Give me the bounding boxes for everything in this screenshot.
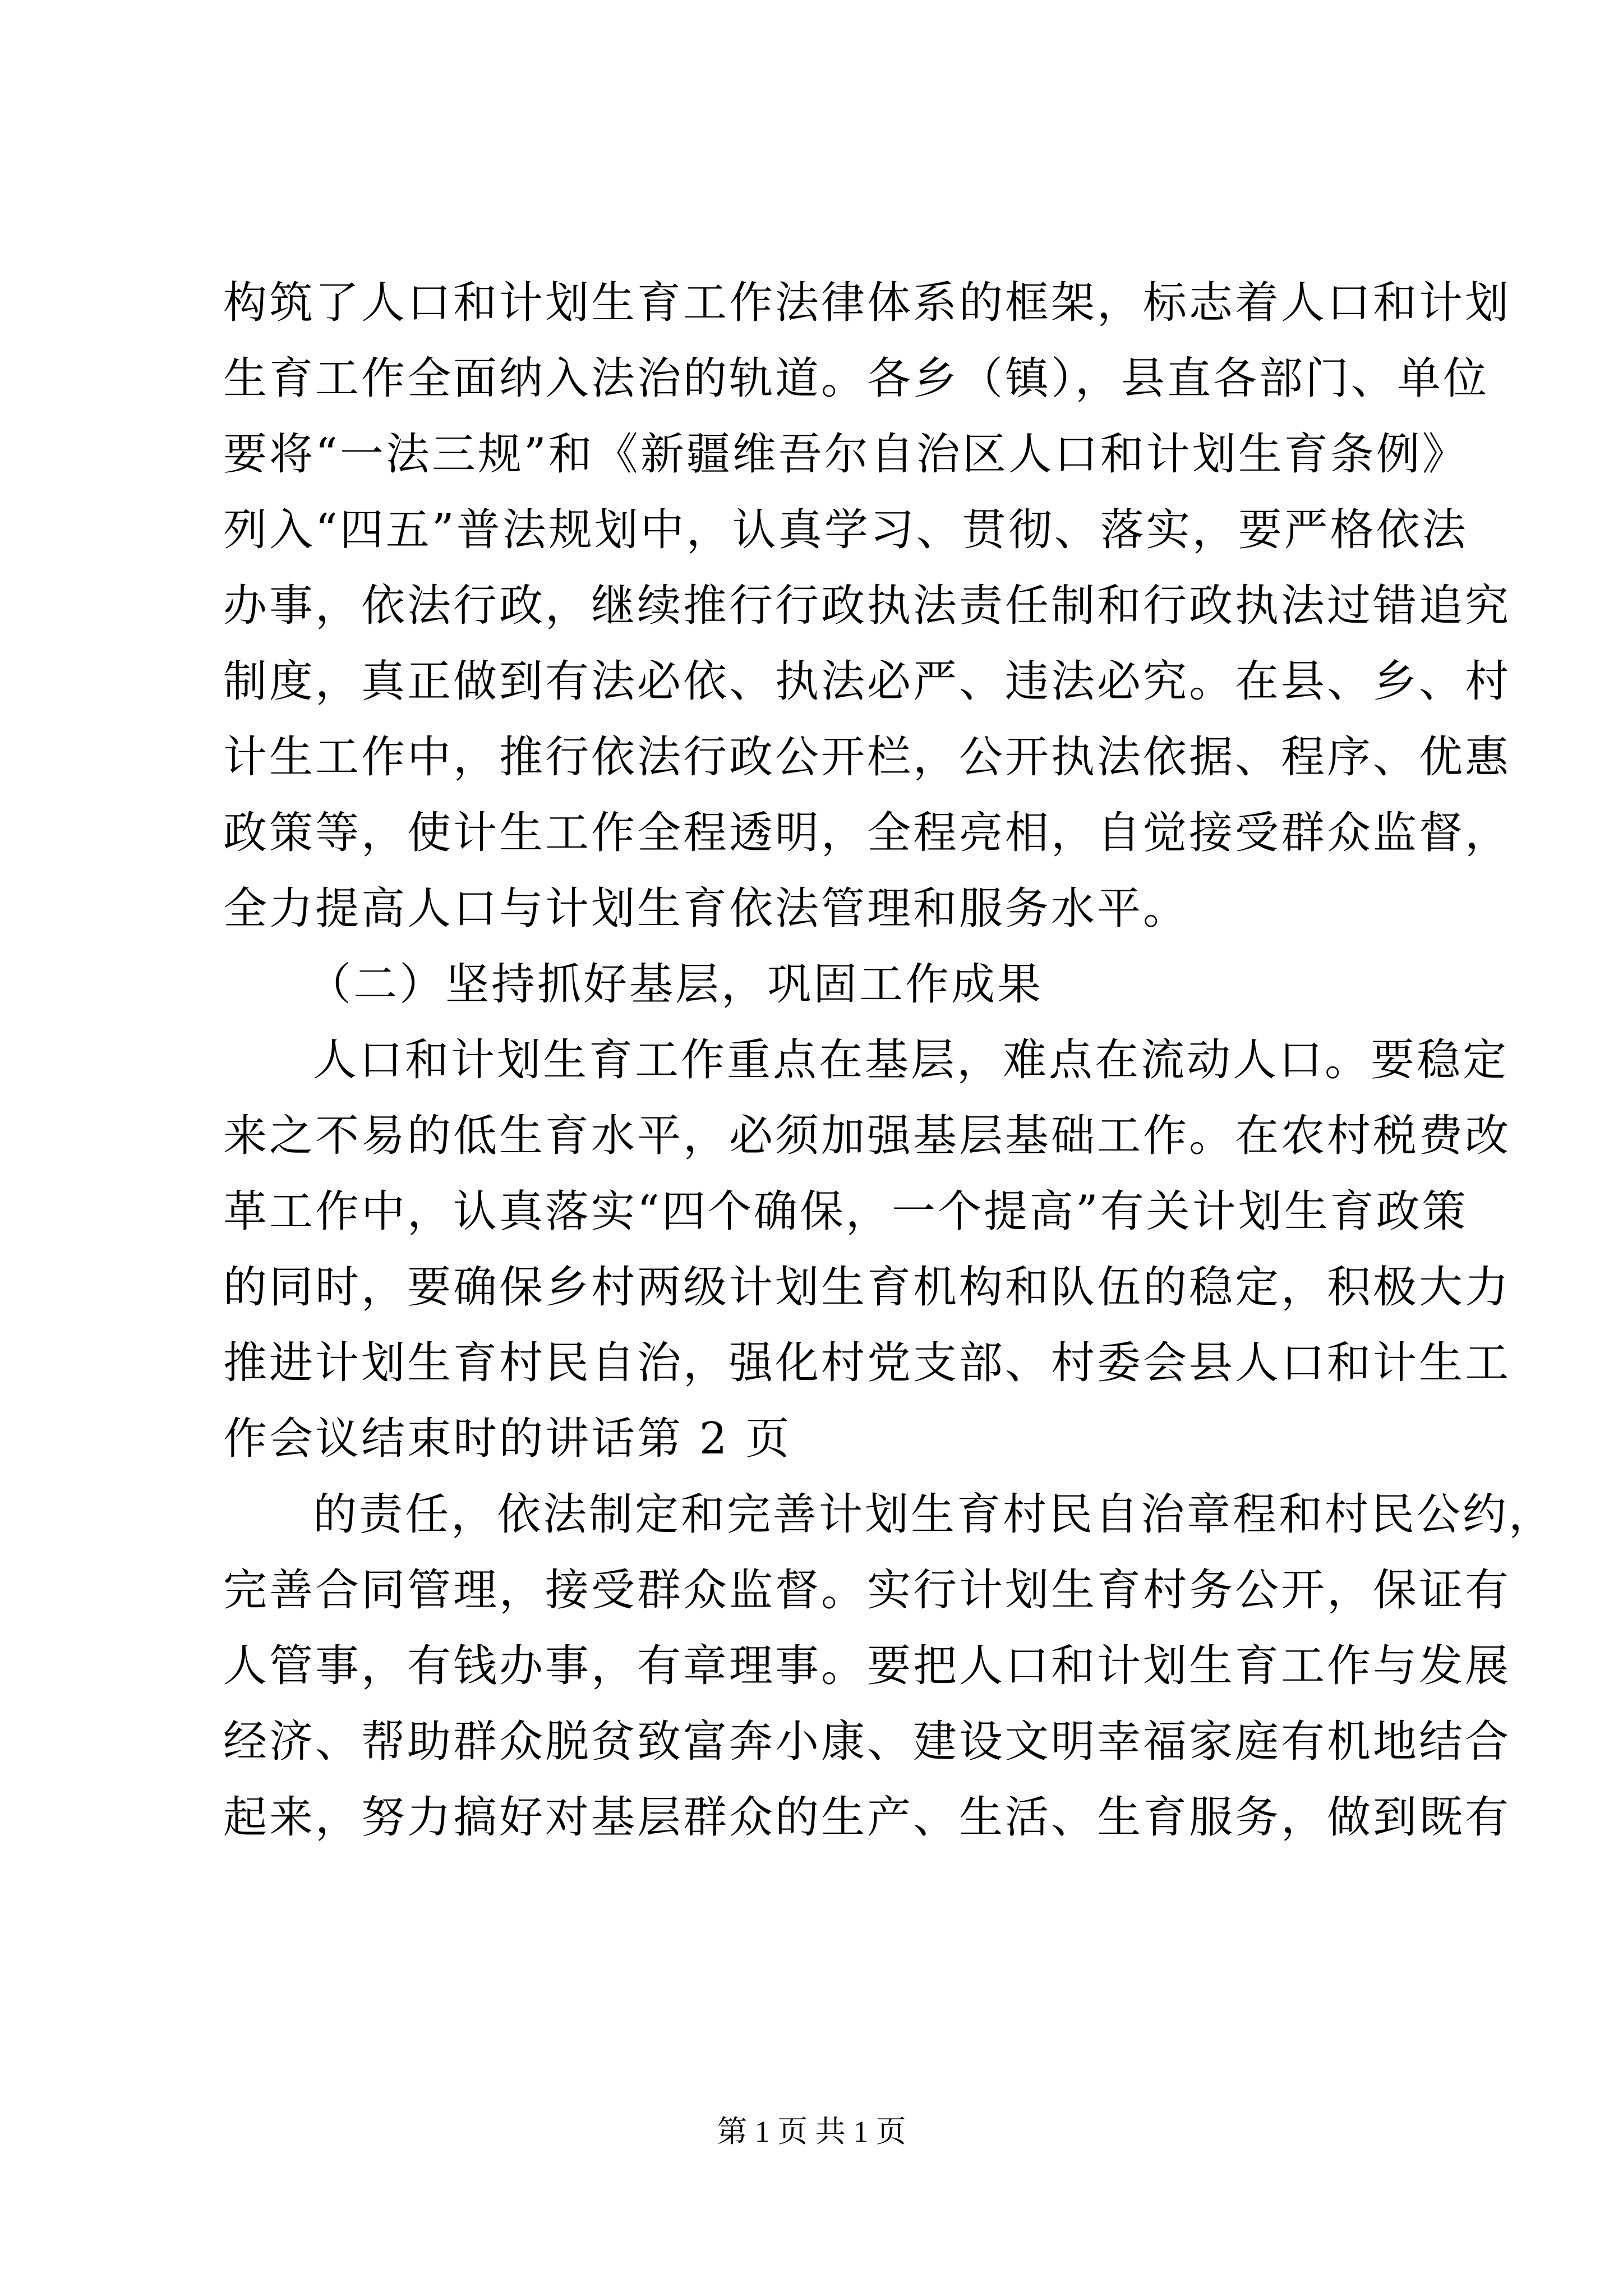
text-line: 要将“一法三规”和《新疆维吾尔自治区人口和计划生育条例》	[223, 429, 1468, 480]
text-line: 作会议结束时的讲话第 2 页	[223, 1414, 792, 1464]
text-line: 办事，依法行政，继续推行行政执法责任制和行政执法过错追究	[223, 581, 1511, 631]
text-line: 起来，努力搞好对基层群众的生产、生活、生育服务，做到既有	[223, 1792, 1511, 1843]
text-line: 推进计划生育村民自治，强化村党支部、村委会县人口和计生工	[223, 1338, 1511, 1388]
text-line: 政策等，使计生工作全程透明，全程亮相，自觉接受群众监督，	[223, 808, 1511, 858]
text-line: 制度，真正做到有法必依、执法必严、违法必究。在县、乡、村	[223, 656, 1511, 707]
text-line: 生育工作全面纳入法治的轨道。各乡（镇），县直各部门、单位	[223, 353, 1490, 404]
page-footer: 第 1 页 共 1 页	[717, 2115, 906, 2148]
paragraph-first-line: 人口和计划生育工作重点在基层，难点在流动人口。要稳定	[313, 1035, 1509, 1085]
text-line: 计生工作中，推行依法行政公开栏，公开执法依据、程序、优惠	[223, 732, 1511, 783]
text-line: 全力提高人口与计划生育依法管理和服务水平。	[223, 884, 1189, 934]
text-line: 构筑了人口和计划生育工作法律体系的框架，标志着人口和计划	[223, 278, 1511, 328]
text-line: 革工作中，认真落实“四个确保，一个提高”有关计划生育政策	[223, 1186, 1468, 1237]
paragraph-first-line: 的责任，依法制定和完善计划生育村民自治章程和村民公约，	[313, 1489, 1555, 1540]
section-heading: （二）坚持抓好基层，巩固工作成果	[307, 959, 1044, 1010]
text-line: 来之不易的低生育水平，必须加强基层基础工作。在农村税费改	[223, 1111, 1511, 1161]
text-line: 经济、帮助群众脱贫致富奔小康、建设文明幸福家庭有机地结合	[223, 1717, 1511, 1767]
text-line: 的同时，要确保乡村两级计划生育机构和队伍的稳定，积极大力	[223, 1262, 1511, 1313]
text-line: 人管事，有钱办事，有章理事。要把人口和计划生育工作与发展	[223, 1641, 1511, 1691]
text-line: 完善合同管理，接受群众监督。实行计划生育村务公开，保证有	[223, 1565, 1511, 1616]
text-line: 列入“四五”普法规划中，认真学习、贯彻、落实，要严格依法	[223, 505, 1468, 555]
